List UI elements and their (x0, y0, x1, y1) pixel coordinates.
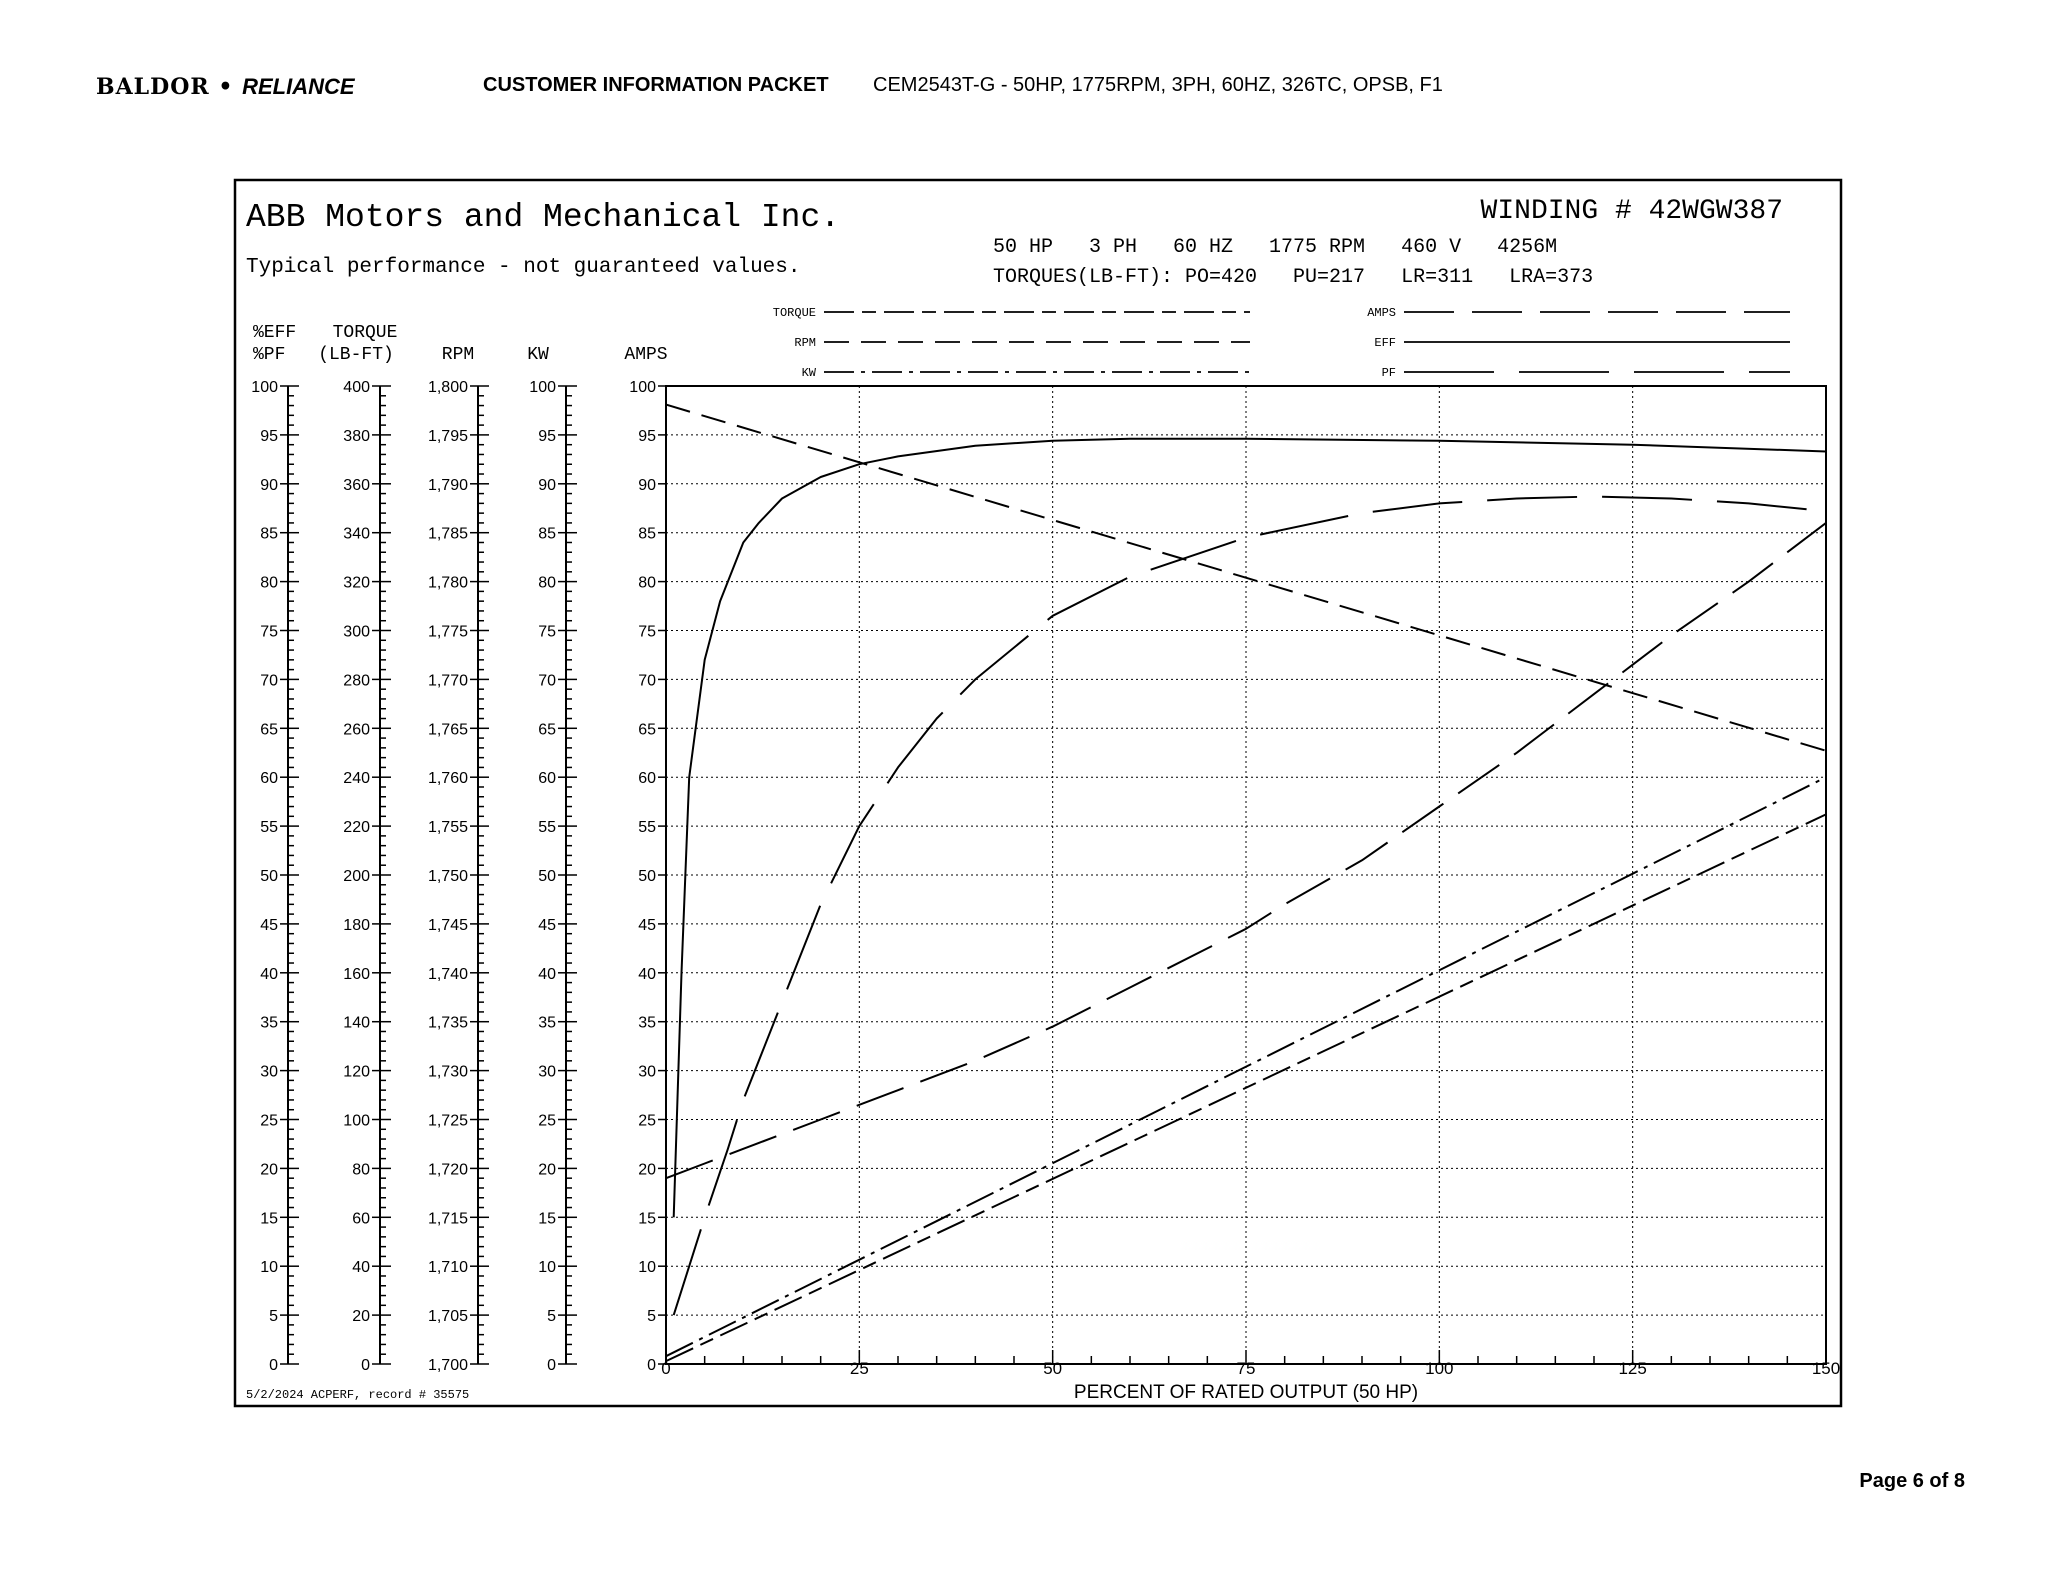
axis-tick-label-eff_pf: 15 (260, 1210, 278, 1228)
axis-tick-label-kw: 25 (538, 1112, 556, 1130)
axis-tick-label-rpm: 1,720 (427, 1161, 468, 1179)
axis-tick-label-amps: 25 (638, 1112, 656, 1130)
axis-tick-label-amps: 0 (647, 1357, 656, 1374)
legend-label-kw: KW (801, 366, 816, 380)
axis-tick-label-eff_pf: 70 (260, 672, 278, 690)
axis-tick-label-rpm: 1,730 (427, 1063, 468, 1081)
axis-tick-label-torque: 120 (343, 1063, 370, 1081)
x-tick-label: 125 (1618, 1359, 1647, 1378)
axis-tick-label-kw: 35 (538, 1014, 556, 1032)
axis-tick-label-eff_pf: 5 (269, 1308, 278, 1326)
axis-tick-label-rpm: 1,755 (427, 819, 468, 837)
axis-tick-label-rpm: 1,770 (427, 672, 468, 690)
legend-label-rpm: RPM (794, 336, 816, 350)
axis-tick-label-kw: 15 (538, 1210, 556, 1228)
packet-title: CUSTOMER INFORMATION PACKET (483, 74, 829, 96)
axis-tick-label-kw: 75 (538, 623, 556, 641)
axis-tick-label-kw: 55 (538, 819, 556, 837)
model-description: CEM2543T-G - 50HP, 1775RPM, 3PH, 60HZ, 326TC, OPSB, F1 (873, 74, 1443, 96)
axis-tick-label-torque: 300 (343, 623, 370, 641)
axis-tick-label-rpm: 1,725 (427, 1112, 468, 1130)
axis-tick-label-torque: 100 (343, 1112, 370, 1130)
legend-label-torque: TORQUE (772, 306, 816, 320)
axis-tick-label-torque: 220 (343, 819, 370, 837)
axis-tick-label-kw: 20 (538, 1161, 556, 1179)
x-tick-label: 25 (849, 1359, 869, 1378)
axis-tick-label-kw: 85 (538, 525, 556, 543)
axis-tick-label-eff_pf: 45 (260, 916, 278, 934)
axis-tick-label-rpm: 1,760 (427, 770, 468, 788)
axis-tick-label-amps: 5 (647, 1308, 656, 1326)
axis-tick-label-rpm: 1,785 (427, 525, 468, 543)
page-number: Page 6 of 8 (1859, 1470, 1965, 1492)
axis-tick-label-amps: 50 (638, 868, 656, 885)
axis-tick-label-rpm: 1,780 (427, 574, 468, 592)
axis-tick-label-amps: 80 (638, 574, 656, 592)
axis-header-rpm: RPM (441, 345, 475, 365)
chart-frame (235, 180, 1841, 1406)
axis-tick-label-torque: 320 (343, 574, 370, 592)
logo-left-text: BALDOR (96, 74, 210, 100)
axis-tick-label-amps: 65 (638, 721, 656, 739)
axis-tick-label-kw: 65 (538, 721, 556, 739)
axis-tick-label-torque: 160 (343, 965, 370, 983)
motor-specs: 50 HP 3 PH 60 HZ 1775 RPM 460 V 4256M (993, 236, 1558, 259)
axis-tick-label-eff_pf: 95 (260, 427, 278, 445)
axis-tick-label-eff_pf: 90 (260, 476, 278, 494)
axis-tick-label-rpm: 1,735 (427, 1014, 468, 1032)
axis-tick-label-kw: 90 (538, 476, 556, 494)
axis-header-torque-line1: TORQUE (332, 323, 398, 343)
axis-tick-label-rpm: 1,750 (427, 868, 468, 885)
x-tick-label: 150 (1811, 1359, 1841, 1378)
axis-header-torque-line2: (LB-FT) (318, 345, 394, 365)
axis-tick-label-kw: 95 (538, 427, 556, 445)
axis-tick-label-kw: 45 (538, 916, 556, 934)
vertical-axes (251, 379, 666, 1374)
winding-number: WINDING # 42WGW387 (1480, 196, 1783, 227)
axis-tick-label-kw: 0 (547, 1357, 556, 1374)
axis-header-eff-line2: %PF (253, 345, 286, 365)
axis-tick-label-amps: 95 (638, 427, 656, 445)
axis-tick-label-eff_pf: 100 (251, 379, 278, 396)
x-tick-label: 75 (1236, 1359, 1256, 1378)
axis-header-amps: AMPS (624, 345, 668, 365)
record-note: 5/2/2024 ACPERF, record # 35575 (246, 1388, 470, 1402)
axis-tick-label-kw: 60 (538, 770, 556, 788)
axis-tick-label-torque: 200 (343, 868, 370, 885)
axis-tick-label-kw: 40 (538, 965, 556, 983)
axis-tick-label-kw: 70 (538, 672, 556, 690)
axis-tick-label-torque: 240 (343, 770, 370, 788)
axis-tick-label-rpm: 1,740 (427, 965, 468, 983)
axis-tick-label-torque: 80 (352, 1161, 370, 1179)
axis-tick-label-amps: 75 (638, 623, 656, 641)
axis-tick-label-torque: 380 (343, 427, 370, 445)
x-tick-label: 100 (1425, 1359, 1454, 1378)
axis-tick-label-amps: 85 (638, 525, 656, 543)
axis-tick-label-eff_pf: 65 (260, 721, 278, 739)
axis-tick-label-amps: 100 (629, 379, 656, 396)
torque-specs: TORQUES(LB-FT): PO=420 PU=217 LR=311 LRA=373 (993, 266, 1594, 289)
axis-tick-label-kw: 80 (538, 574, 556, 592)
axis-tick-label-rpm: 1,700 (427, 1357, 468, 1374)
logo-dot: • (218, 74, 234, 100)
chart-subtitle: Typical performance - not guaranteed values. (246, 256, 801, 279)
axis-tick-label-eff_pf: 25 (260, 1112, 278, 1130)
axis-tick-label-torque: 260 (343, 721, 370, 739)
axis-tick-label-eff_pf: 60 (260, 770, 278, 788)
axis-tick-label-torque: 140 (343, 1014, 370, 1032)
axis-tick-label-amps: 45 (638, 916, 656, 934)
legend-label-amps: AMPS (1367, 306, 1396, 320)
axis-tick-label-amps: 40 (638, 965, 656, 983)
axis-tick-label-eff_pf: 35 (260, 1014, 278, 1032)
axis-tick-label-torque: 280 (343, 672, 370, 690)
axis-tick-label-eff_pf: 10 (260, 1259, 278, 1277)
logo-right-text: RELIANCE (242, 74, 355, 99)
axis-tick-label-eff_pf: 85 (260, 525, 278, 543)
axis-tick-label-eff_pf: 75 (260, 623, 278, 641)
axis-tick-label-kw: 50 (538, 868, 556, 885)
axis-tick-label-amps: 55 (638, 819, 656, 837)
axis-tick-label-amps: 60 (638, 770, 656, 788)
axis-tick-label-kw: 100 (529, 379, 556, 396)
axis-tick-label-amps: 30 (638, 1063, 656, 1081)
axis-tick-label-rpm: 1,795 (427, 427, 468, 445)
axis-tick-label-amps: 20 (638, 1161, 656, 1179)
chart-legend (773, 306, 1790, 380)
legend-label-eff: EFF (1374, 336, 1396, 350)
axis-tick-label-amps: 90 (638, 476, 656, 494)
axis-tick-label-amps: 70 (638, 672, 656, 690)
axis-tick-label-rpm: 1,705 (427, 1308, 468, 1326)
axis-tick-label-eff_pf: 30 (260, 1063, 278, 1081)
axis-tick-label-eff_pf: 55 (260, 819, 278, 837)
axis-tick-label-eff_pf: 20 (260, 1161, 278, 1179)
axis-header-kw: KW (527, 345, 549, 365)
axis-header-eff-line1: %EFF (253, 323, 297, 343)
x-axis-label: PERCENT OF RATED OUTPUT (50 HP) (1073, 1382, 1419, 1403)
axis-tick-label-rpm: 1,800 (427, 379, 468, 396)
x-tick-label: 50 (1043, 1359, 1063, 1378)
axis-tick-label-amps: 35 (638, 1014, 656, 1032)
axis-tick-label-torque: 340 (343, 525, 370, 543)
axis-tick-label-torque: 0 (361, 1357, 370, 1374)
axis-tick-label-torque: 40 (352, 1259, 370, 1277)
axis-tick-label-rpm: 1,710 (427, 1259, 468, 1277)
axis-tick-label-amps: 10 (638, 1259, 656, 1277)
axis-tick-label-eff_pf: 50 (260, 868, 278, 885)
axis-tick-label-kw: 30 (538, 1063, 556, 1081)
axis-tick-label-torque: 20 (352, 1308, 370, 1326)
axis-tick-label-torque: 400 (343, 379, 370, 396)
x-tick-label: 0 (661, 1359, 671, 1378)
axis-tick-label-rpm: 1,765 (427, 721, 468, 739)
chart-grid (666, 386, 1826, 1364)
axis-tick-label-torque: 360 (343, 476, 370, 494)
axis-tick-label-eff_pf: 40 (260, 965, 278, 983)
axis-tick-label-amps: 15 (638, 1210, 656, 1228)
company-name: ABB Motors and Mechanical Inc. (246, 199, 841, 236)
legend-label-pf: PF (1381, 366, 1396, 380)
axis-tick-label-rpm: 1,745 (427, 916, 468, 934)
axis-tick-label-eff_pf: 80 (260, 574, 278, 592)
series-pf (674, 497, 1826, 1316)
axis-tick-label-torque: 60 (352, 1210, 370, 1228)
series-eff (674, 439, 1826, 1218)
axis-tick-label-rpm: 1,775 (427, 623, 468, 641)
axis-tick-label-kw: 5 (547, 1308, 556, 1326)
axis-tick-label-rpm: 1,715 (427, 1210, 468, 1228)
axis-tick-label-torque: 180 (343, 916, 370, 934)
axis-tick-label-rpm: 1,790 (427, 476, 468, 494)
axis-tick-label-eff_pf: 0 (269, 1357, 278, 1374)
axis-tick-label-kw: 10 (538, 1259, 556, 1277)
